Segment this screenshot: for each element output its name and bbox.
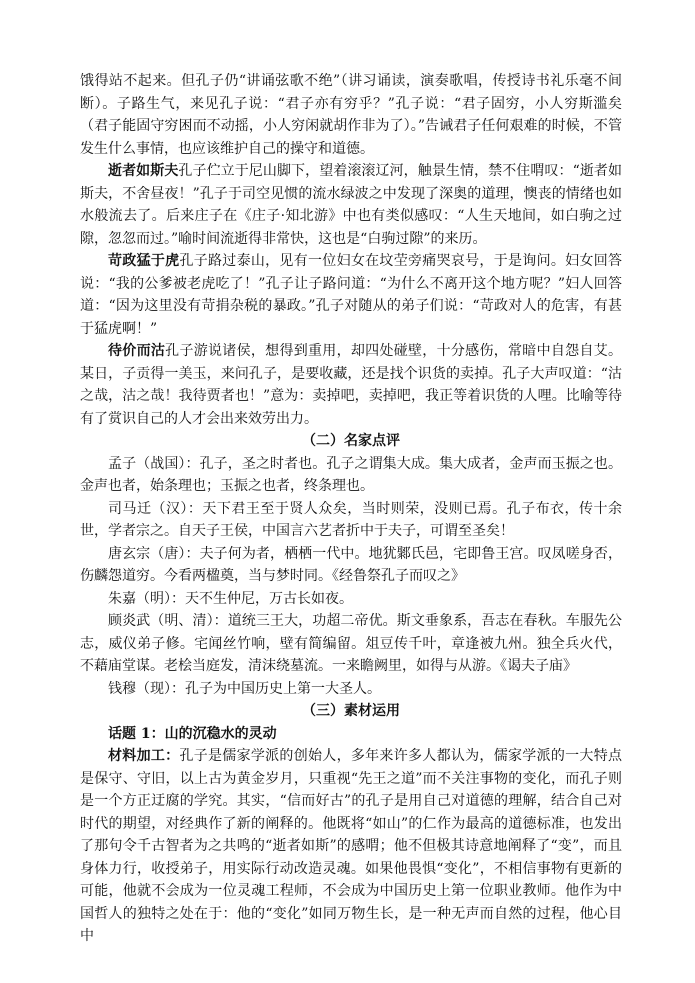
paragraph-body: 孔子路过泰山，见有一位妇女在坟茔旁痛哭哀号，于是询问。妇女回答说：“我的公爹被老虎吃了！”孔子让子路问道：“为什么不离开这个地方呢？”妇人回答道：“因为这里没有苛捐杂税的暴政。”孔子对随从的弟子们说：“苛政对人的危害，有甚于猛虎啊！” <box>80 253 623 337</box>
section-heading-usage: （三）素材运用 <box>302 703 400 719</box>
paragraph-body: 孔子伫立于尼山脚下，望着滚滚辽河，触景生情，禁不住喟叹：“逝者如斯夫，不舍昼夜！”孔子于司空见惯的流水绿波之中发现了深奥的道理，懊丧的情绪也如水般流去了。后来庄子在《庄子·知北游》中也有类似感叹：“人生天地间，如白驹之过隙，忽忽而过。”喻时间流逝得非常快，这也是“白驹过隙”的来历。 <box>80 163 623 247</box>
document-page <box>80 70 622 948</box>
comment-item: 朱嘉（明）：天不生仲尼，万古长如夜。 <box>108 590 353 607</box>
paragraph-title: 苛政猛于虎 <box>108 253 180 269</box>
paragraph-title: 待价而沽 <box>108 343 166 359</box>
paragraph-body: 孔子游说诸侯，想得到重用，却四处碰壁，十分感伤，常暗中自怨自艾。某日，子贡得一美玉，来问孔子，是要收藏，还是找个识货的卖掉。孔子大声叹道：“沽之哉，沽之哉！我待贾者也！”意为：卖掉吧，卖掉吧，我正等着识货的人哩。比喻等待有了赏识自己的人才会出来效劳出力。 <box>80 343 623 427</box>
comment-item: 顾炎武（明、清）：道统三王大，功超二帝优。斯文垂象系，吾志在春秋。车服先公志，威仪弟子修。宅闻丝竹响，壁有简编留。俎豆传千叶，章逢被九州。独全兵火代，不藉庙堂谋。老桧当庭发，清沫绕墓流。一来瞻阙里，如得与从游。《谒夫子庙》 <box>80 613 622 674</box>
comment-item: 钱穆（现）：孔子为中国历史上第一大圣人。 <box>108 680 381 697</box>
comment-item: 唐玄宗（唐）：夫子何为者，栖栖一代中。地犹鄹氏邑，宅即鲁王宫。叹凤嗟身否，伤麟怨道穷。今看两楹奠，当与梦时同。《经鲁祭孔子而叹之》 <box>80 545 622 584</box>
topic-heading: 话题 1：山的沉稳水的灵动 <box>108 725 277 742</box>
paragraph-daijia <box>80 340 622 430</box>
comment-item: 孟子（战国）：孔子，圣之时者也。孔子之谓集大成。集大成者，金声而玉振之也。金声也者，始条理也；玉振之也者，终条理也。 <box>80 455 622 494</box>
comment-item: 司马迁（汉）：天下君王至于贤人众矣，当时则荣，没则已焉。孔子布衣，传十余世，学者宗之。自天子王侯，中国言六艺者折中于夫子，可谓至圣矣！ <box>80 500 622 539</box>
paragraph-title: 逝者如斯夫 <box>108 163 179 179</box>
paragraph-kezheng <box>80 250 622 340</box>
material-paragraph <box>80 745 622 948</box>
material-body: 孔子是儒家学派的创始人，多年来许多人都认为，儒家学派的一大特点是保守、守旧，以上古为黄金岁月，只重视“先王之道”而不关注事物的变化，而孔子则是一个方正迂腐的学究。其实，“信而好古”的孔子是用自己对道德的理解，结合自己对时代的期望，对经典作了新的阐释的。他既将“如山”的仁作为最高的道德标准，也发出了那句令千古智者为之共鸣的“逝者如斯”的感喟；他不但极其诗意地阐释了“变”，而且身体力行，收授弟子，用实际行动改造灵魂。如果他畏惧“变化”，不相信事物有更新的可能，他就不会成为一位灵魂工程师，不会成为中国历史上第一位职业教师。他作为中国哲人的独特之处在于：他的“变化”如同万物生长，是一种无声而自然的过程，他心目中 <box>80 748 623 944</box>
material-label: 材料加工： <box>108 748 180 764</box>
paragraph-shizhe <box>80 160 622 250</box>
paragraph-continuation: 饿得站不起来。但孔子仍“讲诵弦歌不绝”（讲习诵读，演奏歌唱，传授诗书礼乐毫不间断）。子路生气，来见孔子说：“君子亦有穷乎？”孔子说：“君子固穷，小人穷斯滥矣（君子能固守穷困而不动摇，小人穷闲就胡作非为了）。”告诫君子任何艰难的时候，不管发生什么事情，也应该维护自己的操守和道德。 <box>80 73 622 157</box>
section-heading-comments: （二）名家点评 <box>302 433 400 449</box>
